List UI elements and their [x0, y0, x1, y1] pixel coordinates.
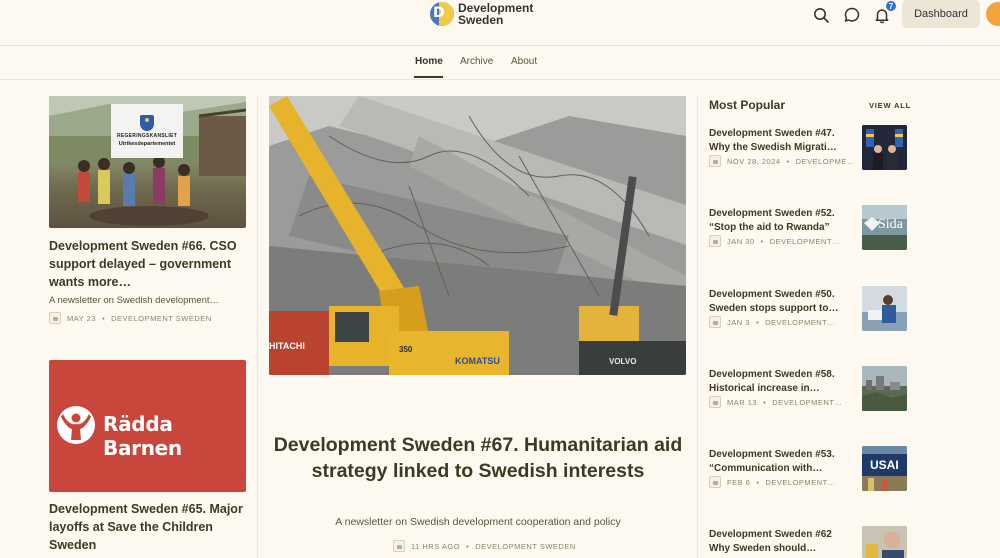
ministry-sign [111, 104, 183, 158]
lock-icon [49, 312, 61, 324]
popular-item-author[interactable]: DEVELOPME… [795, 156, 855, 166]
meta-separator: • [786, 156, 790, 166]
brand-name [458, 2, 533, 26]
popular-item-meta [709, 316, 835, 328]
save-the-children-logo-icon [55, 404, 97, 446]
brand-logo-icon [430, 2, 454, 26]
post-66-meta [49, 312, 212, 324]
site-logo[interactable] [430, 2, 533, 26]
popular-item-title[interactable]: Development Sweden #58. Historical increase in… [709, 369, 835, 394]
popular-item-title[interactable]: Development Sweden #62 Why Sweden should… [709, 529, 832, 554]
model-number-text: 350 [399, 345, 413, 354]
featured-post-image[interactable] [269, 96, 686, 375]
popular-item-date: FEB 6 [727, 477, 751, 487]
popular-item[interactable] [709, 368, 909, 438]
popular-item-date: MAR 13 [727, 397, 758, 407]
popular-item-author[interactable]: DEVELOPMENT… [765, 477, 836, 487]
meta-separator: • [756, 477, 760, 487]
chat-icon[interactable] [843, 6, 861, 24]
portrait-thumbnail-image [862, 526, 907, 558]
lock-icon [393, 540, 405, 552]
popular-item-author[interactable]: DEVELOPMENT… [765, 317, 836, 327]
popular-item-date: JAN 30 [727, 236, 755, 246]
post-65-title[interactable]: Development Sweden #65. Major layoffs at Save the Children Sweden [49, 502, 243, 552]
lock-icon [709, 235, 721, 247]
popular-item-title[interactable]: Development Sweden #52. “Stop the aid to Rwanda” [709, 208, 835, 233]
user-avatar[interactable] [986, 2, 1000, 26]
popular-item-thumbnail[interactable] [862, 286, 907, 331]
column-divider-left [257, 96, 258, 558]
popular-item-meta [709, 396, 842, 408]
tab-home[interactable]: Home [415, 56, 443, 67]
hitachi-text: HITACHI [269, 341, 305, 351]
featured-post-author[interactable]: DEVELOPMENT SWEDEN [475, 541, 576, 551]
meta-separator: • [760, 236, 764, 246]
main-nav [0, 46, 1000, 80]
volvo-text: VOLVO [609, 357, 637, 366]
lock-icon [709, 155, 721, 167]
aid-worker-thumbnail-image [862, 286, 907, 331]
post-66-subtitle: A newsletter on Swedish development… [49, 295, 220, 306]
meta-separator: • [763, 397, 767, 407]
brand-name-line2: Sweden [458, 13, 504, 27]
popular-item-meta [709, 155, 855, 167]
popular-item-meta [709, 235, 840, 247]
collapsed-building-illustration [269, 96, 686, 375]
tab-archive[interactable]: Archive [460, 56, 494, 67]
post-65-image[interactable] [49, 360, 246, 492]
post-66-image[interactable] [49, 96, 246, 228]
popular-item[interactable] [709, 448, 909, 518]
popular-item-author[interactable]: DEVELOPMENT… [772, 397, 843, 407]
brand-name-line1: Development [458, 1, 534, 15]
featured-post-subtitle: A newsletter on Swedish development cooperation and policy [335, 516, 621, 528]
lock-icon [709, 396, 721, 408]
popular-item-meta [709, 476, 836, 488]
dashboard-button[interactable]: Dashboard [902, 0, 980, 28]
sign-line2: Utrikesdepartementet [118, 141, 176, 147]
meta-separator: • [466, 541, 470, 551]
popular-item-thumbnail[interactable] [862, 125, 907, 170]
lock-icon [709, 316, 721, 328]
popular-item[interactable] [709, 528, 909, 558]
featured-post-meta [393, 540, 576, 552]
view-all-link[interactable]: VIEW ALL [869, 101, 911, 110]
post-66-date: MAY 23 [67, 313, 96, 323]
crest-icon [140, 115, 154, 131]
post-66-title[interactable]: Development Sweden #66. CSO support delayed – government wants more… [49, 239, 237, 289]
post-66-author[interactable]: DEVELOPMENT SWEDEN [111, 313, 212, 323]
popular-item-date: NOV 28, 2024 [727, 156, 781, 166]
notification-badge: 7 [885, 0, 897, 12]
rb-logo-text: Rädda Barnen [103, 412, 182, 460]
popular-item-thumbnail[interactable] [862, 446, 907, 491]
sign-line1: REGERINGSKANSLIET [116, 133, 178, 139]
popular-item[interactable] [709, 127, 909, 197]
press-conference-thumbnail-image [862, 125, 907, 170]
popular-item-thumbnail[interactable] [862, 366, 907, 411]
komatsu-text: KOMATSU [455, 356, 500, 366]
tab-about[interactable]: About [511, 56, 538, 67]
popular-item-thumbnail[interactable] [862, 526, 907, 558]
disaster-area-thumbnail-image [862, 366, 907, 411]
lock-icon [709, 476, 721, 488]
popular-item-thumbnail[interactable] [862, 205, 907, 250]
popular-item-title[interactable]: Development Sweden #53. “Communication with… [709, 449, 835, 474]
popular-item-title[interactable]: Development Sweden #47. Why the Swedish Migrati… [709, 128, 837, 153]
popular-item-author[interactable]: DEVELOPMENT… [769, 236, 840, 246]
popular-item[interactable] [709, 207, 909, 277]
popular-item-title[interactable]: Development Sweden #50. Sweden stops support to… [709, 289, 839, 314]
active-tab-indicator [414, 76, 443, 78]
column-divider-right [697, 96, 698, 558]
most-popular-heading: Most Popular [709, 98, 786, 112]
sida-sign-text: Sida [878, 217, 903, 232]
meta-separator: • [102, 313, 106, 323]
meta-separator: • [755, 317, 760, 327]
featured-post-title[interactable]: Development Sweden #67. Humanitarian aid strategy linked to Swedish interests [273, 434, 683, 482]
usaid-sign-text: USAI [870, 458, 899, 472]
popular-item-date: JAN 3 [727, 317, 750, 327]
search-icon[interactable] [812, 6, 830, 24]
site-header [0, 0, 1000, 46]
popular-item[interactable] [709, 288, 909, 358]
featured-post-time: 11 HRS AGO [411, 541, 461, 551]
